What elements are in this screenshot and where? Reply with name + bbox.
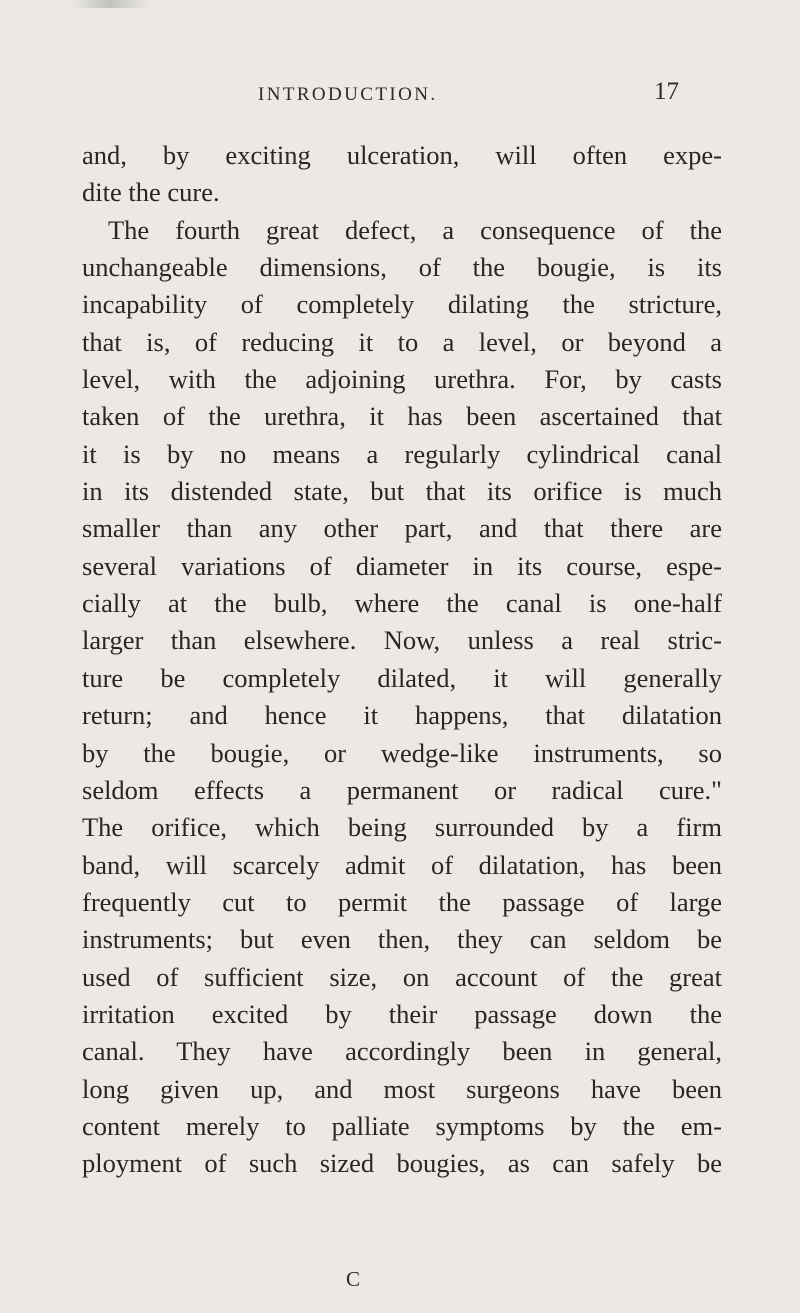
text-line: cially at the bulb, where the canal is one-half	[82, 588, 722, 619]
page-smudge	[70, 0, 150, 8]
text-line: larger than elsewhere. Now, unless a real stric-	[82, 625, 722, 656]
text-line: used of sufficient size, on account of the great	[82, 961, 722, 992]
text-line: frequently cut to permit the passage of large	[82, 886, 722, 917]
text-line: canal. They have accordingly been in general,	[82, 1036, 722, 1067]
text-line: irritation excited by their passage down the	[82, 998, 722, 1029]
text-line: incapability of completely dilating the stricture,	[82, 289, 722, 320]
text-line: it is by no means a regularly cylindrical canal	[82, 438, 722, 469]
text-line: seldom effects a permanent or radical cure."	[82, 774, 722, 805]
text-line: The orifice, which being surrounded by a firm	[82, 812, 722, 843]
text-line: that is, of reducing it to a level, or beyond a	[82, 326, 722, 357]
text-line: smaller than any other part, and that there are	[82, 513, 722, 544]
text-line: level, with the adjoining urethra. For, by casts	[82, 364, 722, 395]
signature-mark: C	[346, 1267, 361, 1291]
running-title: INTRODUCTION.	[258, 84, 438, 105]
text-line: ture be completely dilated, it will generally	[82, 662, 722, 693]
text-line: taken of the urethra, it has been ascertained that	[82, 401, 722, 432]
text-line: dite the cure.	[82, 177, 220, 208]
text-line: by the bougie, or wedge-like instruments, so	[82, 737, 722, 768]
text-line: and, by exciting ulceration, will often expe-	[82, 140, 722, 170]
text-line: in its distended state, but that its orifice is much	[82, 476, 722, 507]
text-line: several variations of diameter in its course, espe-	[82, 550, 722, 581]
text-line: long given up, and most surgeons have been	[82, 1073, 722, 1104]
text-line: return; and hence it happens, that dilatation	[82, 700, 722, 731]
text-line: content merely to palliate symptoms by the em-	[82, 1110, 722, 1141]
text-line: ployment of such sized bougies, as can safely be	[82, 1148, 722, 1179]
text-line: unchangeable dimensions, of the bougie, is its	[82, 252, 722, 283]
page-number: 17	[654, 78, 679, 105]
text-line: band, will scarcely admit of dilatation, has been	[82, 849, 722, 880]
text-line: The fourth great defect, a consequence of the	[108, 214, 722, 245]
body-text	[82, 137, 722, 1183]
text-line: instruments; but even then, they can seldom be	[82, 924, 722, 955]
